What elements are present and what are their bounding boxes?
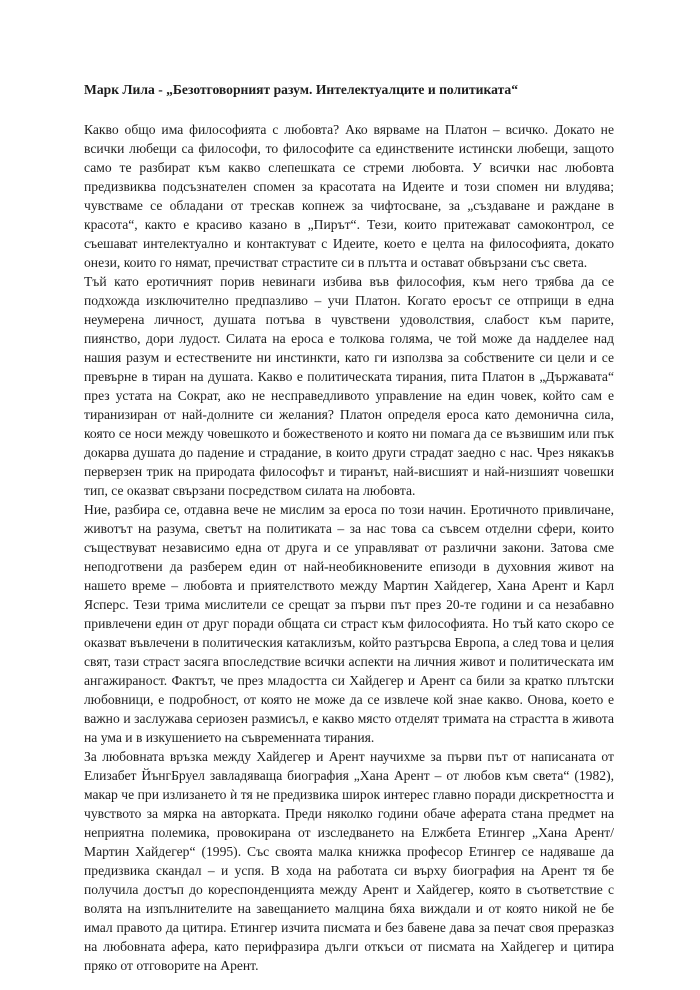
paragraph-4: За любовната връзка между Хайдегер и Арент научихме за първи път от написаната от Елизабет ЙънгБруел завладяваща биография „Хана Арент – от любов към света“ (1982), макар че при излизането ѝ тя не предизвика широк интерес главно поради дискретността и чувството за мярка на авторката. Преди няколко години обаче аферата стана предмет на неприятна полемика, провокирана от изследването на Елжбета Етингер „Хана Арент/Мартин Хайдегер“ (1995). Със своята малка книжка професор Етингер се надяваше да предизвика скандал – и успя. В хода на работата си върху биография на Арент тя бе получила достъп до кореспонденцията между Арент и Хайдегер, която в съответствие с волята на изпълнителите на завещанието малцина бяха виждали и от която никой не бе имал правото да цитира. Етингер изчита писмата и без бавене дава за печат своя преразказ на любовната афера, като перифразира дълги откъси от писмата на Хайдегер и цитира пряко от отговорите на Арент. [84, 749, 614, 973]
paragraph-2: Тъй като еротичният порив невинаги избива във философия, към него трябва да се подхожда изключително предпазливо – учи Платон. Когато еросът се отприщи в една неумерена личност, душата потъва в чувствени удоволствия, слабост към парите, пиянство, дори лудост. Силата на ероса е толкова голяма, че той може да надделее над нашия разум и естествените ни инстинкти, като ги използва за собствените си цели и се превърне в тиран на душата. Какво е политическата тирания, пита Платон в „Държавата“ през устата на Сократ, ако не несправедливото управление на един човек, който сам е тиранизиран от най-долните си желания? Платон определя ероса като демонична сила, която се носи между човешкото и божественото и която ни помага да се възвишим или пък докарва душата до падение и страдание, в които други страдат заедно с нас. Чрез някакъв перверзен трик на природата философът и тиранът, най-висшият и най-низшият човешки тип, се оказват свързани посредством силата на любовта. [84, 274, 614, 498]
paragraph-3: Ние, разбира се, отдавна вече не мислим за ероса по този начин. Еротичното привличане, животът на разума, светът на политиката – за нас това са съвсем отделни сфери, които съществуват независимо една от друга и се управляват от различни закони. Затова сме неподготвени да разберем един от най-необикновените епизоди в духовния живот на нашето време – любовта и приятелството между Мартин Хайдегер, Хана Арент и Карл Ясперс. Тези трима мислители се срещат за първи път през 20-те години и са незабавно привлечени един от друг поради общата си страст към философията. Но тъй като скоро се оказват въвлечени в политическия катаклизъм, който разтърсва Европа, а след това и целия свят, тази страст засяга впоследствие всички аспекти на личния живот и политическата им ангажираност. Фактът, че през младостта си Хайдегер и Арент са били за кратко плътски любовници, е подробност, от която не може да се извлече кой знае какво. Онова, което е важно и заслужава сериозен размисъл, е какво място отделят тримата на страстта в живота на ума и в изкушението на съвременната тирания. [84, 502, 614, 745]
document-title: Марк Лила - „Безотговорният разум. Интелектуалците и политиката“ [84, 82, 519, 97]
paragraph-1: Какво общо има философията с любовта? Ако вярваме на Платон – всичко. Докато не всички любещи са философи, то философите са единствените истински любещи, защото само те разбират към какво слепешката се стреми любовта. У всички нас любовта предизвиква подсъзнателен спомен за красотата на Идеите и този спомен ни влудява; чувстваме се обладани от трескав копнеж за чифтосване, за „създаване и раждане в красота“, както е красиво казано в „Пирът“. Тези, които притежават самоконтрол, се съешават интелектуално и контактуват с Идеите, което е целта на философията, докато онези, които го нямат, пречистват страстите си в плътта и остават обвързани със света. [84, 122, 614, 270]
document-body [84, 80, 614, 975]
